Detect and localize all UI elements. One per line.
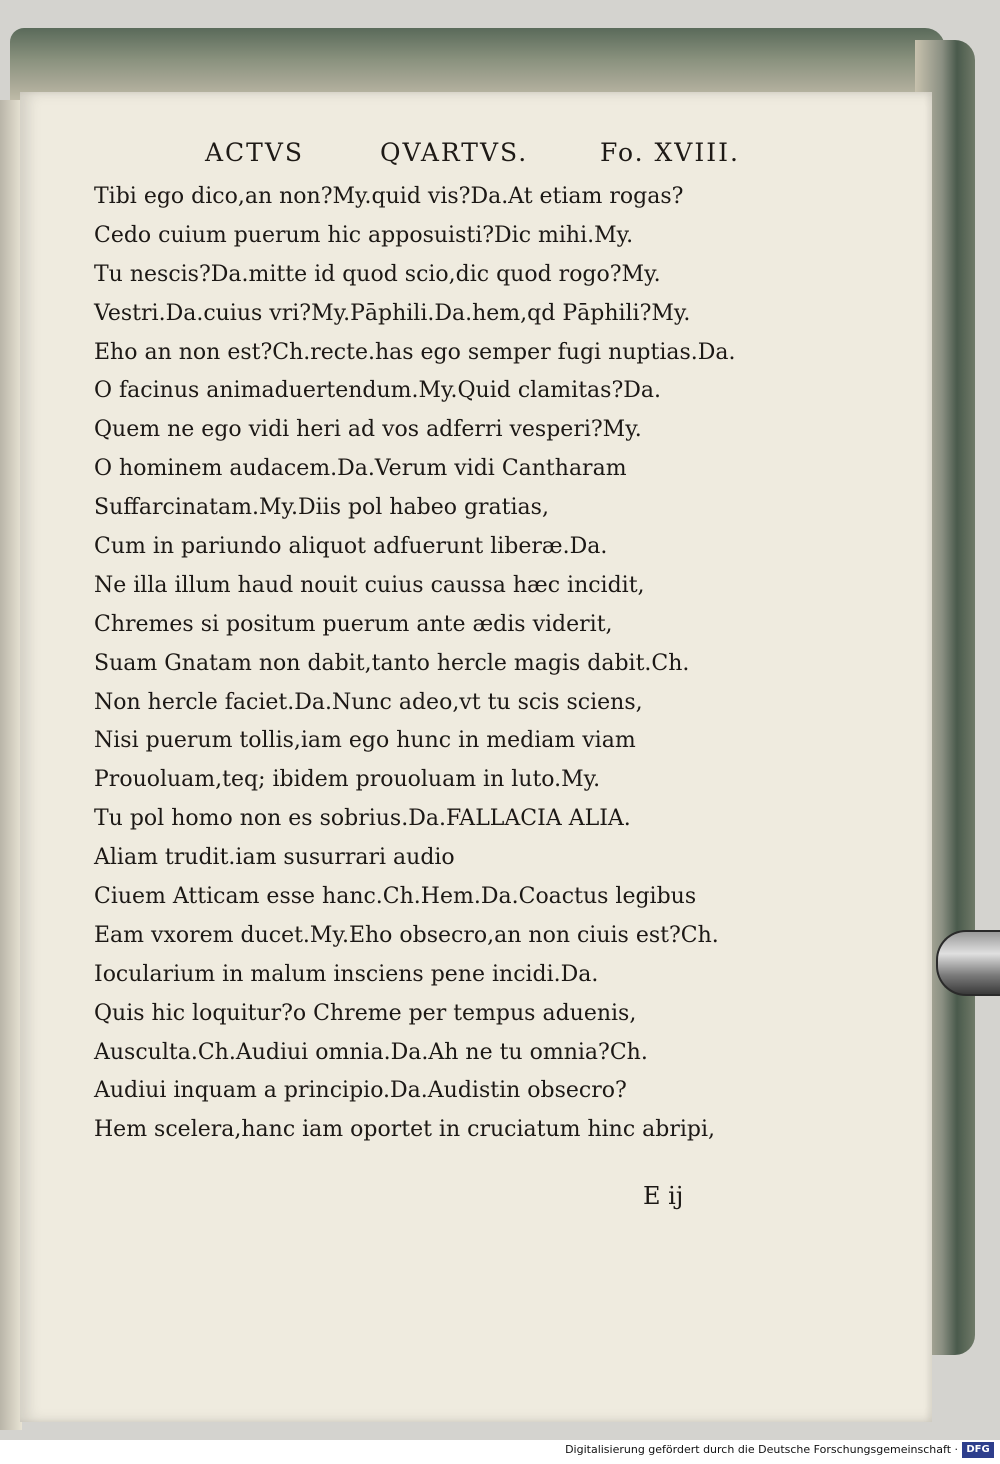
- text-line: Aliam trudit.iam susurrari audio: [94, 845, 455, 871]
- text-line: Hem scelera,hanc iam oportet in cruciatum hinc abripi,: [94, 1117, 716, 1143]
- dfg-logo: DFG: [962, 1442, 994, 1458]
- folio-number: Fo. XVIII.: [600, 138, 740, 167]
- text-line: Eho an non est?Ch.recte.has ego semper fugi nuptias.Da.: [94, 339, 736, 365]
- funding-credit: Digitalisierung gefördert durch die Deutsche Forschungsgemeinschaft ·: [565, 1443, 958, 1456]
- text-line: Suam Gnatam non dabit,tanto hercle magis dabit.Ch.: [94, 650, 690, 676]
- text-line: Cum in pariundo aliquot adfuerunt liberæ.Da.: [94, 534, 608, 560]
- text-line: Quis hic loquitur?o Chreme per tempus aduenis,: [94, 1000, 637, 1026]
- text-line: Suffarcinatam.My.Diis pol habeo gratias,: [94, 495, 549, 521]
- text-line: Tu pol homo non es sobrius.Da.FALLACIA ALIA.: [94, 806, 631, 832]
- text-line: Tu nescis?Da.mitte id quod scio,dic quod rogo?My.: [94, 261, 661, 287]
- text-line: Tibi ego dico,an non?My.quid vis?Da.At etiam rogas?: [94, 184, 684, 209]
- signature-mark: E ij: [643, 1182, 684, 1210]
- facing-page-edge: [0, 100, 22, 1430]
- text-line: Audiui inquam a principio.Da.Audistin obsecro?: [94, 1078, 627, 1104]
- text-line: Chremes si positum puerum ante ædis viderit,: [94, 611, 613, 637]
- text-line: Prouoluam,teq; ibidem prouoluam in luto.My.: [94, 767, 601, 793]
- text-line: Ciuem Atticam esse hanc.Ch.Hem.Da.Coactus legibus: [94, 884, 697, 910]
- text-line: Quem ne ego vidi heri ad vos adferri vesperi?My.: [94, 417, 642, 443]
- page-clip: [936, 930, 1000, 996]
- text-line: Ausculta.Ch.Audiui omnia.Da.Ah ne tu omnia?Ch.: [94, 1039, 648, 1065]
- text-line: O facinus animaduertendum.My.Quid clamitas?Da.: [94, 378, 661, 404]
- text-line: Cedo cuium puerum hic apposuisti?Dic mihi.My.: [94, 222, 634, 248]
- text-line: Nisi puerum tollis,iam ego hunc in mediam viam: [94, 728, 636, 754]
- text-line: O hominem audacem.Da.Verum vidi Cantharam: [94, 456, 627, 482]
- text-line: Eam vxorem ducet.My.Eho obsecro,an non ciuis est?Ch.: [94, 922, 719, 948]
- text-line: Non hercle faciet.Da.Nunc adeo,vt tu scis sciens,: [94, 689, 643, 715]
- text-block: [94, 178, 814, 1150]
- running-head-act: ACTVS: [205, 138, 305, 167]
- running-head: [0, 138, 1000, 172]
- text-line: Iocularium in malum insciens pene incidi.Da.: [94, 961, 599, 987]
- text-line: Vestri.Da.cuius vri?My.Pāphili.Da.hem,qd Pāphili?My.: [94, 300, 691, 326]
- running-head-number: QVARTVS.: [380, 138, 529, 167]
- text-line: Ne illa illum haud nouit cuius caussa hæc incidit,: [94, 572, 645, 598]
